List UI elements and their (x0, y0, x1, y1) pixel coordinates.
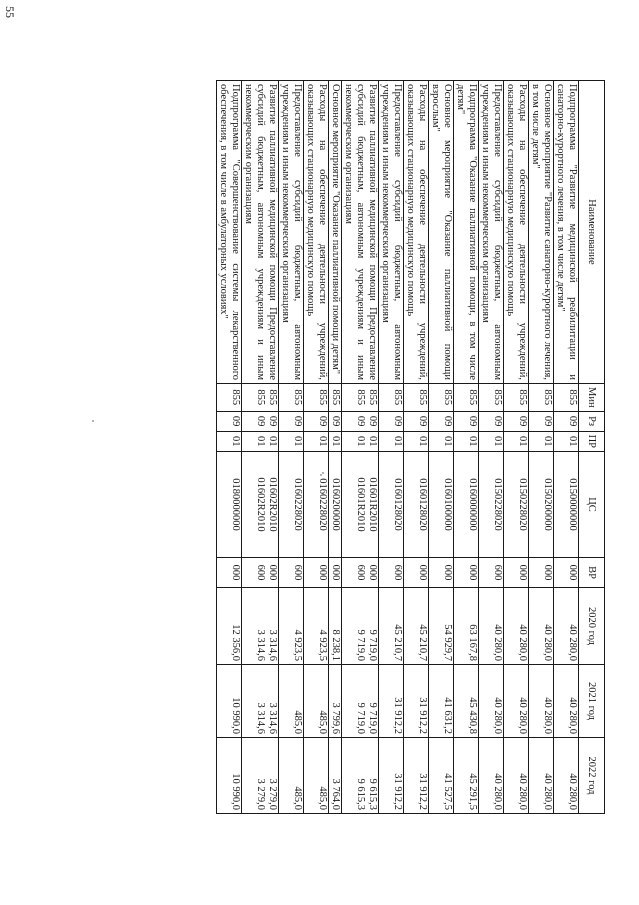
cell-name: Расходы на обеспечение деятельности учреждений, оказывающих стационарную медицинскую помощь (504, 81, 529, 384)
cell-cs (529, 452, 554, 558)
cell-2022 (529, 738, 554, 814)
cell-2020 (242, 588, 279, 665)
cell-rz-value: 09 (230, 415, 241, 427)
cell-pr-value: 01 (355, 436, 366, 447)
table-row (429, 81, 454, 814)
cell-min-value: 855 (467, 389, 478, 406)
page-number: 55 (3, 6, 17, 18)
cell-2020-value: 9 719,0 (367, 629, 378, 662)
cell-rz (454, 411, 479, 431)
cell-vr-value: 600 (255, 564, 266, 581)
cell-2020 (554, 588, 579, 665)
cell-name: Расходы на обеспечение деятельности учреждений, оказывающих стационарную медицинскую помощь (404, 81, 429, 384)
cell-cs-value: 0160200000 (330, 478, 341, 531)
cell-2020-value: 9 719,0 (355, 629, 366, 662)
cell-name: Основное мероприятие "Оказание паллиативной помощи детям" (329, 81, 342, 384)
cell-2022-value: 9 615,3 (355, 778, 366, 811)
cell-min (279, 384, 304, 412)
cell-2020 (454, 588, 479, 665)
cell-2020-value: 4 923,5 (292, 629, 303, 662)
cell-min-value: 855 (392, 389, 403, 406)
cell-2020-value: 8 238,1 (330, 629, 341, 662)
cell-vr-value: 000 (517, 564, 528, 581)
cell-min (529, 384, 554, 412)
cell-min (217, 384, 242, 412)
cell-pr-value: 01 (317, 436, 328, 447)
cell-rz-value: 09 (330, 415, 341, 427)
cell-2021 (504, 665, 529, 738)
cell-pr-value: 01 (517, 436, 528, 447)
cell-min (242, 384, 279, 412)
cell-rz-value: 09 (317, 415, 328, 427)
header-min: Мин (579, 384, 605, 412)
cell-cs (404, 452, 429, 558)
cell-2020-value: 63 167,8 (467, 624, 478, 662)
cell-rz (404, 411, 429, 431)
cell-rz-value: 09 (292, 415, 303, 427)
cell-name: Развитие паллиативной медицинской помощи Предоставление субсидий бюджетным, автономным учреждениям и иным некоммерческим организациям (342, 81, 379, 384)
budget-table (216, 80, 605, 814)
table-row (279, 81, 304, 814)
cell-2022-value: 485,0 (292, 786, 303, 811)
cell-2020 (217, 588, 242, 665)
cell-2022 (279, 738, 304, 814)
cell-cs (454, 452, 479, 558)
cell-2022-value: 3 279,0 (267, 778, 278, 811)
cell-min (554, 384, 579, 412)
cell-2020-value: 45 210,7 (417, 624, 428, 662)
cell-2020 (379, 588, 404, 665)
cell-pr (342, 431, 379, 451)
cell-2020 (342, 588, 379, 665)
cell-min (429, 384, 454, 412)
cell-vr (242, 558, 279, 588)
cell-min-value: 855 (417, 389, 428, 406)
table-row (454, 81, 479, 814)
cell-vr-value: 000 (567, 564, 578, 581)
cell-2021 (479, 665, 504, 738)
cell-cs-value: 01601R2010 (355, 477, 366, 532)
cell-name: Развитие паллиативной медицинской помощи Предоставление субсидий бюджетным, автономным учреждениям и иным некоммерческим организациям (242, 81, 279, 384)
cell-min (379, 384, 404, 412)
cell-2020 (329, 588, 342, 665)
cell-cs (554, 452, 579, 558)
budget-table-wrapper (216, 80, 605, 814)
cell-cs (304, 452, 329, 558)
cell-name: Основное мероприятие "Оказание паллиативной помощи взрослым" (429, 81, 454, 384)
cell-2022 (454, 738, 479, 814)
cell-cs-value: 0150200000 (542, 478, 553, 531)
cell-2021 (429, 665, 454, 738)
cell-vr-value: 000 (267, 564, 278, 581)
cell-vr (454, 558, 479, 588)
cell-2022-value: 45 291,5 (467, 773, 478, 811)
cell-2021-value: 485,0 (292, 710, 303, 735)
cell-pr-value: 01 (292, 436, 303, 447)
cell-2020-value: 40 280,0 (492, 624, 503, 662)
cell-min (479, 384, 504, 412)
cell-min (504, 384, 529, 412)
cell-2022-value: 3 764,0 (330, 778, 341, 811)
cell-vr (554, 558, 579, 588)
cell-2020-value: 3 314,6 (267, 629, 278, 662)
table-row (404, 81, 429, 814)
cell-pr-value: 01 (392, 436, 403, 447)
cell-vr (217, 558, 242, 588)
cell-rz (429, 411, 454, 431)
cell-2021-value: 10 990,0 (230, 697, 241, 735)
cell-rz-value: 09 (392, 415, 403, 427)
cell-2020-value: 12 356,0 (230, 624, 241, 662)
cell-2021 (342, 665, 379, 738)
cell-vr-value: 000 (367, 564, 378, 581)
cell-cs-value: 0160000000 (467, 478, 478, 531)
cell-2022 (429, 738, 454, 814)
table-row (504, 81, 529, 814)
cell-vr (379, 558, 404, 588)
cell-2022-value: 9 615,3 (367, 778, 378, 811)
table-header-row (579, 81, 605, 814)
cell-rz (242, 411, 279, 431)
cell-min-value: 855 (317, 389, 328, 406)
header-cs: ЦС (579, 452, 605, 558)
header-2021: 2021 год (579, 665, 605, 738)
cell-vr (504, 558, 529, 588)
cell-2022 (304, 738, 329, 814)
cell-cs-value: 0180000000 (230, 478, 241, 531)
cell-min (454, 384, 479, 412)
cell-min-value: 855 (442, 389, 453, 406)
cell-cs-value: 0160228020 (292, 478, 303, 531)
cell-2022-value: 31 912,2 (417, 773, 428, 811)
table-row (479, 81, 504, 814)
cell-rz (217, 411, 242, 431)
cell-cs (329, 452, 342, 558)
cell-2022 (242, 738, 279, 814)
header-vr: ВР (579, 558, 605, 588)
header-2020: 2020 год (579, 588, 605, 665)
cell-rz (554, 411, 579, 431)
cell-2020-value: 4 923,5 (317, 629, 328, 662)
cell-name: Подпрограмма "Совершенствование системы лекарственного обеспечения, в том числе в амбулаторных условиях" (217, 81, 242, 384)
cell-pr-value: 01 (255, 436, 266, 447)
cell-name: Предоставление субсидий бюджетным, автономным учреждениям и иным некоммерческим организациям (379, 81, 404, 384)
cell-vr-value: 600 (392, 564, 403, 581)
cell-2020-value: 40 280,0 (542, 624, 553, 662)
cell-2021-value: 40 280,0 (542, 697, 553, 735)
cell-vr-value: 000 (542, 564, 553, 581)
cell-vr (342, 558, 379, 588)
cell-2022-value: 10 990,0 (230, 773, 241, 811)
cell-2022 (479, 738, 504, 814)
cell-pr (379, 431, 404, 451)
cell-2020-value: 54 929,7 (442, 624, 453, 662)
cell-vr (404, 558, 429, 588)
cell-cs-value: 01602R2010 (267, 477, 278, 532)
cell-rz (304, 411, 329, 431)
cell-min-value: 855 (355, 389, 366, 406)
cell-2021-value: 40 280,0 (492, 697, 503, 735)
cell-cs (379, 452, 404, 558)
cell-pr-value: 01 (230, 436, 241, 447)
cell-name: Предоставление субсидий бюджетным, автономным учреждениям и иным некоммерческим организациям (479, 81, 504, 384)
cell-cs-value: 0150228020 (492, 478, 503, 531)
cell-rz (529, 411, 554, 431)
cell-2020-value: 45 210,7 (392, 624, 403, 662)
cell-cs (342, 452, 379, 558)
cell-min (342, 384, 379, 412)
cell-2022-value: 40 280,0 (567, 773, 578, 811)
table-row (554, 81, 579, 814)
cell-2020 (404, 588, 429, 665)
cell-vr-value: 600 (292, 564, 303, 581)
cell-2022-value: 3 279,0 (255, 778, 266, 811)
cell-rz-value: 09 (467, 415, 478, 427)
cell-name: Основное мероприятие "Развитие санаторно-курортного лечения, в том числе детям" (529, 81, 554, 384)
cell-vr (279, 558, 304, 588)
cell-cs (479, 452, 504, 558)
cell-min-value: 855 (492, 389, 503, 406)
cell-2021-value: 9 719,0 (367, 702, 378, 735)
cell-pr-value: 01 (492, 436, 503, 447)
cell-min-value: 855 (542, 389, 553, 406)
cell-vr (429, 558, 454, 588)
cell-2020-value: 40 280,0 (517, 624, 528, 662)
cell-cs-value: 0160100000 (442, 478, 453, 531)
cell-2020 (279, 588, 304, 665)
cell-name: Предоставление субсидий бюджетным, автономным учреждениям и иным некоммерческим организациям (279, 81, 304, 384)
cell-pr (504, 431, 529, 451)
cell-pr-value: 01 (367, 436, 378, 447)
cell-rz-value: 09 (417, 415, 428, 427)
cell-vr (479, 558, 504, 588)
cell-2020 (304, 588, 329, 665)
cell-pr (304, 431, 329, 451)
cell-2021-value: 40 280,0 (517, 697, 528, 735)
cell-2021-value: 9 719,0 (355, 702, 366, 735)
cell-pr-value: 01 (267, 436, 278, 447)
cell-name: Подпрограмма "Оказание паллиативной помощи, в том числе детям" (454, 81, 479, 384)
cell-min-value: 855 (292, 389, 303, 406)
cell-rz (279, 411, 304, 431)
cell-min (404, 384, 429, 412)
cell-2022 (379, 738, 404, 814)
cell-2022 (404, 738, 429, 814)
cell-2021 (554, 665, 579, 738)
cell-vr-value: 000 (442, 564, 453, 581)
cell-cs (217, 452, 242, 558)
cell-min-value: 855 (330, 389, 341, 406)
cell-2022-value: 41 527,5 (442, 773, 453, 811)
header-2022: 2022 год (579, 738, 605, 814)
cell-2022 (554, 738, 579, 814)
cell-vr-value: 600 (492, 564, 503, 581)
cell-pr (404, 431, 429, 451)
cell-2021-value: 3 799,6 (330, 702, 341, 735)
cell-vr (329, 558, 342, 588)
cell-2020 (504, 588, 529, 665)
cell-2020 (529, 588, 554, 665)
cell-pr-value: 01 (330, 436, 341, 447)
cell-pr (217, 431, 242, 451)
cell-2021 (279, 665, 304, 738)
cell-min-value: 855 (230, 389, 241, 406)
cell-2020 (429, 588, 454, 665)
cell-pr (454, 431, 479, 451)
cell-2021-value: 3 314,6 (267, 702, 278, 735)
cell-pr (329, 431, 342, 451)
cell-vr-value: 000 (317, 564, 328, 581)
cell-rz-value: 09 (355, 415, 366, 427)
cell-rz-value: 09 (267, 415, 278, 427)
cell-2021 (329, 665, 342, 738)
cell-rz (479, 411, 504, 431)
cell-2021-value: 45 430,8 (467, 697, 478, 735)
cell-pr-value: 01 (567, 436, 578, 447)
cell-rz-value: 09 (542, 415, 553, 427)
table-row (242, 81, 279, 814)
cell-cs-value: 01602R2010 (255, 477, 266, 532)
header-pr: ПР (579, 431, 605, 451)
cell-2020 (479, 588, 504, 665)
cell-min (304, 384, 329, 412)
cell-rz (379, 411, 404, 431)
cell-2021 (304, 665, 329, 738)
cell-2022-value: 485,0 (317, 786, 328, 811)
cell-min (329, 384, 342, 412)
table-row (529, 81, 554, 814)
cell-2021 (379, 665, 404, 738)
cell-rz (329, 411, 342, 431)
cell-pr-value: 01 (417, 436, 428, 447)
cell-2021-value: 31 912,2 (417, 697, 428, 735)
cell-2021 (454, 665, 479, 738)
cell-cs (242, 452, 279, 558)
table-body (217, 81, 579, 814)
cell-2021-value: 485,0 (317, 710, 328, 735)
header-name: Наименование (579, 81, 605, 384)
cell-vr-value: 000 (467, 564, 478, 581)
cell-2020-value: 40 280,0 (567, 624, 578, 662)
cell-pr-value: 01 (467, 436, 478, 447)
cell-rz-value: 09 (442, 415, 453, 427)
cell-pr (242, 431, 279, 451)
cell-cs-value: 0150000000 (567, 478, 578, 531)
cell-pr-value: 01 (442, 436, 453, 447)
cell-min-value: 855 (267, 389, 278, 406)
cell-name: Расходы на обеспечение деятельности учреждений, оказывающих стационарную медицинскую помощь (304, 81, 329, 384)
cell-2021 (529, 665, 554, 738)
cell-2021-value: 40 280,0 (567, 697, 578, 735)
cell-vr-value: 000 (230, 564, 241, 581)
cell-2021-value: 3 314,6 (255, 702, 266, 735)
cell-rz-value: 09 (492, 415, 503, 427)
cell-pr (429, 431, 454, 451)
cell-vr (529, 558, 554, 588)
cell-cs-value: 0150228020 (517, 478, 528, 531)
cell-min-value: 855 (517, 389, 528, 406)
cell-2021 (242, 665, 279, 738)
cell-min-value: 855 (367, 389, 378, 406)
table-row (304, 81, 329, 814)
cell-vr-value: 600 (355, 564, 366, 581)
cell-rz-value: 09 (517, 415, 528, 427)
cell-vr (304, 558, 329, 588)
cell-2022 (329, 738, 342, 814)
table-row (342, 81, 379, 814)
cell-cs-value: 01601R2010 (367, 477, 378, 532)
cell-pr (279, 431, 304, 451)
cell-2022 (342, 738, 379, 814)
cell-name: Подпрограмма "Развитие медицинской реабилитации и санаторно-курортного лечения, в том числе детям" (554, 81, 579, 384)
cell-2022-value: 31 912,2 (392, 773, 403, 811)
header-rz: Рз (579, 411, 605, 431)
cell-cs-value: 0160128020 (392, 478, 403, 531)
cell-pr (529, 431, 554, 451)
cell-2021-value: 31 912,2 (392, 697, 403, 735)
cell-2021 (404, 665, 429, 738)
cell-2020-value: 3 314,6 (255, 629, 266, 662)
cell-2022 (504, 738, 529, 814)
cell-cs-value: 0160128020 (417, 478, 428, 531)
cell-vr-value: 000 (330, 564, 341, 581)
cell-cs (429, 452, 454, 558)
table-row (217, 81, 242, 814)
cell-2022 (217, 738, 242, 814)
cell-pr (479, 431, 504, 451)
cell-rz (504, 411, 529, 431)
cell-rz-value: 09 (255, 415, 266, 427)
cell-rz-value: 09 (367, 415, 378, 427)
cell-pr-value: 01 (542, 436, 553, 447)
cell-pr (554, 431, 579, 451)
cell-cs (279, 452, 304, 558)
cell-rz (342, 411, 379, 431)
cell-2021 (217, 665, 242, 738)
table-row (379, 81, 404, 814)
cell-2022-value: 40 280,0 (492, 773, 503, 811)
cell-min-value: 855 (255, 389, 266, 406)
cell-rz-value: 09 (567, 415, 578, 427)
cell-2021-value: 41 631,2 (442, 697, 453, 735)
cell-2022-value: 40 280,0 (542, 773, 553, 811)
cell-vr-value: 000 (417, 564, 428, 581)
cell-cs-value: 0160228020 (317, 478, 328, 531)
cell-min-value: 855 (567, 389, 578, 406)
table-row (329, 81, 342, 814)
cell-cs (504, 452, 529, 558)
cell-2022-value: 40 280,0 (517, 773, 528, 811)
